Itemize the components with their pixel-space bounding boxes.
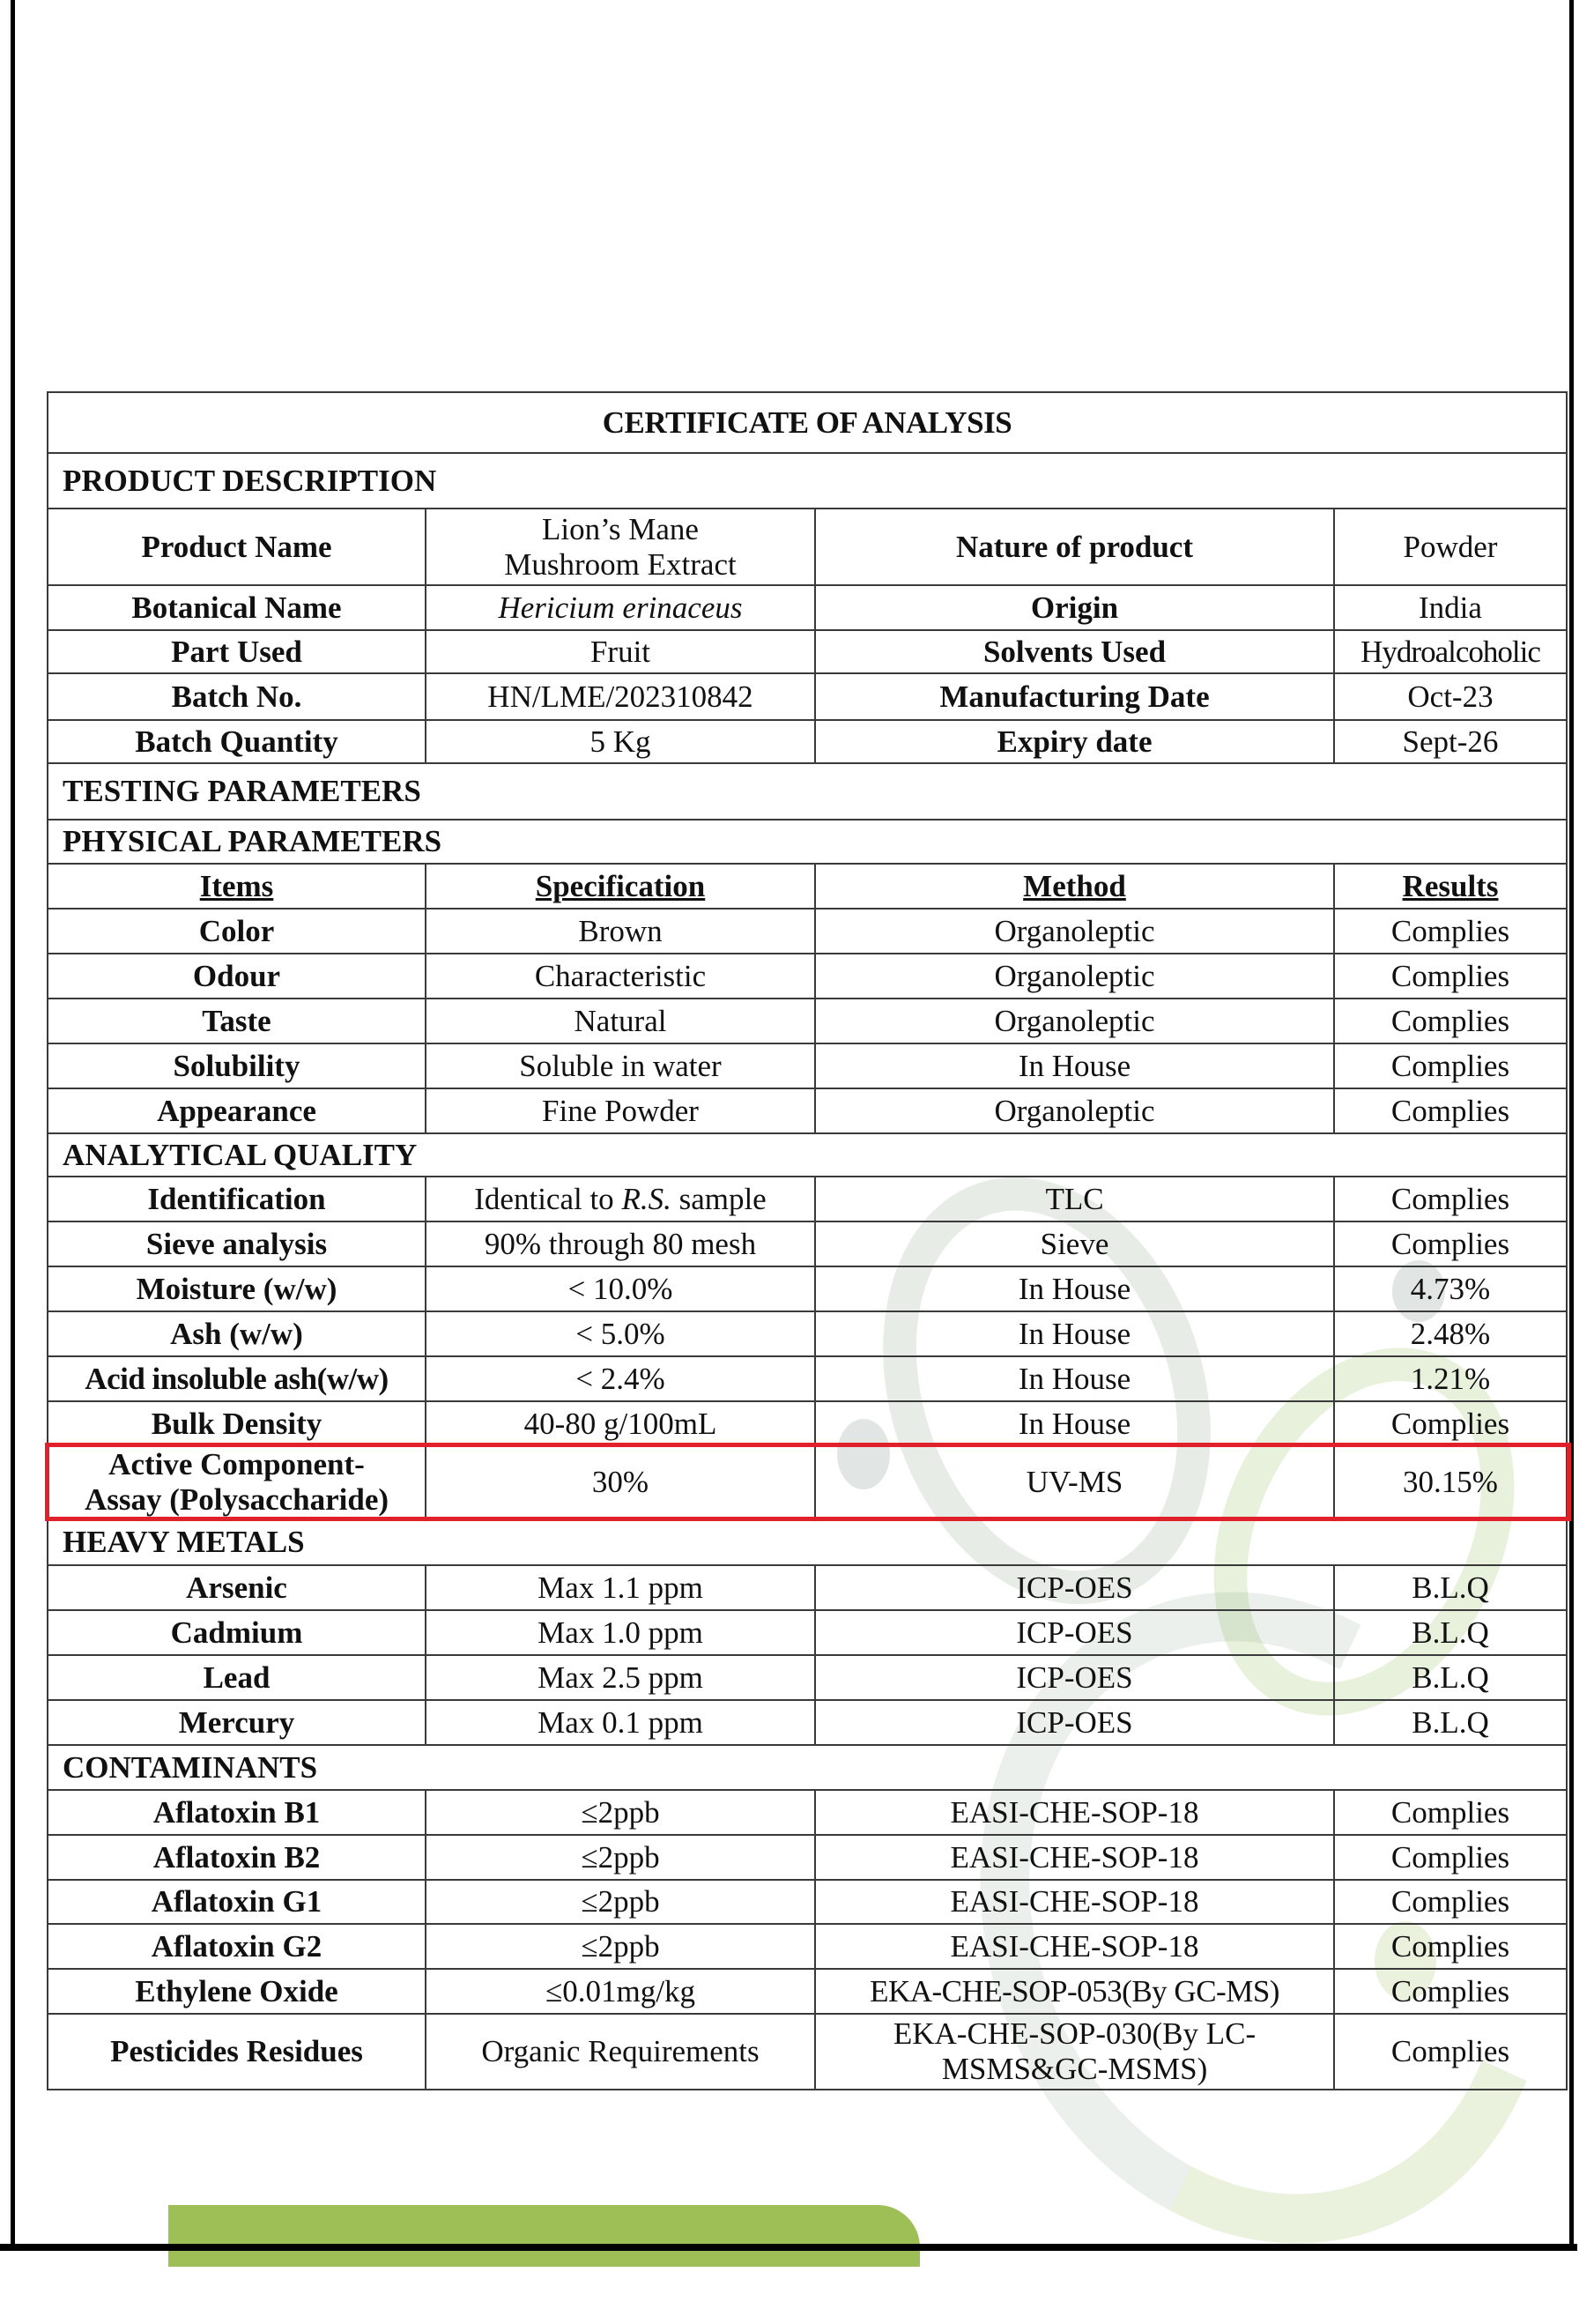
result-cell: Complies: [1334, 1088, 1567, 1133]
spec-cell: < 5.0%: [426, 1311, 815, 1356]
batch-no-label: Batch No.: [48, 673, 426, 720]
spec-cell: Natural: [426, 999, 815, 1043]
column-header-results: Results: [1334, 864, 1567, 909]
method-cell: Organoleptic: [815, 954, 1334, 999]
section-product-description: PRODUCT DESCRIPTION: [48, 453, 1567, 509]
part-used-value: Fruit: [426, 630, 815, 673]
batch-quantity-label: Batch Quantity: [48, 720, 426, 763]
result-cell: B.L.Q: [1334, 1700, 1567, 1745]
method-cell: Sieve: [815, 1221, 1334, 1266]
table-row: [48, 999, 1567, 1043]
item-sieve-analysis: Sieve analysis: [48, 1221, 426, 1266]
result-cell: B.L.Q: [1334, 1565, 1567, 1610]
table-row: [48, 630, 1567, 673]
section-analytical-quality: ANALYTICAL QUALITY: [48, 1133, 1567, 1177]
item-pesticides-residues: Pesticides Residues: [48, 2014, 426, 2090]
method-cell: ICP-OES: [815, 1565, 1334, 1610]
product-name-value: Lion’s Mane Mushroom Extract: [426, 509, 815, 585]
section-testing-parameters: TESTING PARAMETERS: [48, 763, 1567, 820]
section-physical-parameters: PHYSICAL PARAMETERS: [48, 820, 1567, 864]
method-cell: In House: [815, 1356, 1334, 1401]
result-cell: Complies: [1334, 1924, 1567, 1969]
result-cell: Complies: [1334, 1177, 1567, 1221]
result-cell: Complies: [1334, 1880, 1567, 1924]
method-cell: Organoleptic: [815, 1088, 1334, 1133]
item-aflatoxin-g1: Aflatoxin G1: [48, 1880, 426, 1924]
table-row: [48, 1969, 1567, 2014]
spec-text: sample: [671, 1181, 767, 1216]
method-cell: In House: [815, 1311, 1334, 1356]
result-cell: Complies: [1334, 954, 1567, 999]
origin-label: Origin: [815, 585, 1334, 630]
result-cell: Complies: [1334, 1969, 1567, 2014]
table-row: [48, 954, 1567, 999]
result-cell: Complies: [1334, 1221, 1567, 1266]
method-cell: ICP-OES: [815, 1655, 1334, 1700]
spec-text: Identical to: [474, 1181, 622, 1216]
column-header-method: Method: [815, 864, 1334, 909]
manufacturing-date-label: Manufacturing Date: [815, 673, 1334, 720]
section-heavy-metals: HEAVY METALS: [48, 1518, 1567, 1565]
spec-cell: 40-80 g/100mL: [426, 1401, 815, 1446]
table-row: [48, 1311, 1567, 1356]
item-appearance: Appearance: [48, 1088, 426, 1133]
item-cadmium: Cadmium: [48, 1610, 426, 1655]
batch-quantity-value: 5 Kg: [426, 720, 815, 763]
result-cell: B.L.Q: [1334, 1655, 1567, 1700]
table-row: [48, 673, 1567, 720]
result-cell: Complies: [1334, 1790, 1567, 1835]
method-cell: Organoleptic: [815, 909, 1334, 954]
spec-cell: ≤2ppb: [426, 1880, 815, 1924]
item-aflatoxin-b1: Aflatoxin B1: [48, 1790, 426, 1835]
result-cell: 2.48%: [1334, 1311, 1567, 1356]
result-cell: B.L.Q: [1334, 1610, 1567, 1655]
botanical-name-label: Botanical Name: [48, 585, 426, 630]
table-row: [48, 1221, 1567, 1266]
method-cell: UV-MS: [815, 1446, 1334, 1518]
result-cell: Complies: [1334, 999, 1567, 1043]
highlight-box-active-component: [45, 1443, 1571, 1521]
result-cell: Complies: [1334, 2014, 1567, 2090]
spec-cell: Brown: [426, 909, 815, 954]
column-header-specification: Specification: [426, 864, 815, 909]
method-cell: EASI-CHE-SOP-18: [815, 1924, 1334, 1969]
spec-cell: Soluble in water: [426, 1043, 815, 1088]
method-cell: EKA-CHE-SOP-053(By GC-MS): [815, 1969, 1334, 2014]
method-cell: ICP-OES: [815, 1610, 1334, 1655]
origin-value: India: [1334, 585, 1567, 630]
table-row: [48, 585, 1567, 630]
item-color: Color: [48, 909, 426, 954]
spec-cell: Max 1.1 ppm: [426, 1565, 815, 1610]
spec-cell: ≤2ppb: [426, 1835, 815, 1880]
result-cell: Complies: [1334, 909, 1567, 954]
item-taste: Taste: [48, 999, 426, 1043]
column-header-row: [48, 864, 1567, 909]
method-cell: EASI-CHE-SOP-18: [815, 1790, 1334, 1835]
table-row: [48, 720, 1567, 763]
item-aflatoxin-b2: Aflatoxin B2: [48, 1835, 426, 1880]
item-arsenic: Arsenic: [48, 1565, 426, 1610]
method-cell: EASI-CHE-SOP-18: [815, 1835, 1334, 1880]
spec-italic-text: R.S.: [621, 1181, 671, 1216]
botanical-name-value: Hericium erinaceus: [426, 585, 815, 630]
product-name-label: Product Name: [48, 509, 426, 585]
table-row: [48, 1924, 1567, 1969]
result-cell: 4.73%: [1334, 1266, 1567, 1311]
spec-cell: Characteristic: [426, 954, 815, 999]
method-cell: ICP-OES: [815, 1700, 1334, 1745]
item-ash: Ash (w/w): [48, 1311, 426, 1356]
batch-no-value: HN/LME/202310842: [426, 673, 815, 720]
spec-cell: < 10.0%: [426, 1266, 815, 1311]
certificate-table: [47, 391, 1568, 2090]
method-cell: EASI-CHE-SOP-18: [815, 1880, 1334, 1924]
method-cell: In House: [815, 1043, 1334, 1088]
result-cell: 30.15%: [1334, 1446, 1567, 1518]
item-aflatoxin-g2: Aflatoxin G2: [48, 1924, 426, 1969]
method-cell: In House: [815, 1401, 1334, 1446]
table-row: [48, 1790, 1567, 1835]
expiry-date-value: Sept-26: [1334, 720, 1567, 763]
spec-cell: Fine Powder: [426, 1088, 815, 1133]
item-odour: Odour: [48, 954, 426, 999]
spec-cell: 90% through 80 mesh: [426, 1221, 815, 1266]
part-used-label: Part Used: [48, 630, 426, 673]
result-cell: 1.21%: [1334, 1356, 1567, 1401]
item-bulk-density: Bulk Density: [48, 1401, 426, 1446]
table-row: [48, 509, 1567, 585]
expiry-date-label: Expiry date: [815, 720, 1334, 763]
method-cell: In House: [815, 1266, 1334, 1311]
spec-cell: ≤2ppb: [426, 1924, 815, 1969]
table-row: [48, 1565, 1567, 1610]
table-row: [48, 1401, 1567, 1446]
item-lead: Lead: [48, 1655, 426, 1700]
table-row: [48, 1088, 1567, 1133]
result-cell: Complies: [1334, 1835, 1567, 1880]
column-header-items: Items: [48, 864, 426, 909]
spec-cell: Max 1.0 ppm: [426, 1610, 815, 1655]
item-moisture: Moisture (w/w): [48, 1266, 426, 1311]
document-title: CERTIFICATE OF ANALYSIS: [48, 392, 1567, 453]
table-row: [48, 1700, 1567, 1745]
spec-cell: ≤2ppb: [426, 1790, 815, 1835]
table-row: [48, 1356, 1567, 1401]
solvents-used-value: Hydroalcoholic: [1334, 630, 1567, 673]
spec-cell: ≤0.01mg/kg: [426, 1969, 815, 2014]
result-cell: Complies: [1334, 1043, 1567, 1088]
solvents-used-label: Solvents Used: [815, 630, 1334, 673]
table-row: [48, 909, 1567, 954]
method-cell: EKA-CHE-SOP-030(By LC-MSMS&GC-MSMS): [815, 2014, 1334, 2090]
spec-cell: < 2.4%: [426, 1356, 815, 1401]
page-bottom-border: [0, 2244, 1577, 2251]
table-row: [48, 1266, 1567, 1311]
table-row: [48, 2014, 1567, 2090]
item-identification: Identification: [48, 1177, 426, 1221]
manufacturing-date-value: Oct-23: [1334, 673, 1567, 720]
nature-of-product-value: Powder: [1334, 509, 1567, 585]
spec-cell: Max 0.1 ppm: [426, 1700, 815, 1745]
table-row: [48, 1880, 1567, 1924]
nature-of-product-label: Nature of product: [815, 509, 1334, 585]
result-cell: Complies: [1334, 1401, 1567, 1446]
item-active-component-assay: Active Component-Assay (Polysaccharide): [48, 1446, 426, 1518]
table-row: [48, 1835, 1567, 1880]
table-row: [48, 1043, 1567, 1088]
method-cell: TLC: [815, 1177, 1334, 1221]
spec-cell: [426, 1177, 815, 1221]
spec-cell: 30%: [426, 1446, 815, 1518]
table-row: [48, 1610, 1567, 1655]
item-acid-insoluble-ash: Acid insoluble ash(w/w): [48, 1356, 426, 1401]
method-cell: Organoleptic: [815, 999, 1334, 1043]
item-solubility: Solubility: [48, 1043, 426, 1088]
item-mercury: Mercury: [48, 1700, 426, 1745]
spec-cell: Max 2.5 ppm: [426, 1655, 815, 1700]
footer-green-bar: [168, 2205, 920, 2267]
table-row: [48, 1655, 1567, 1700]
section-contaminants: CONTAMINANTS: [48, 1745, 1567, 1790]
item-ethylene-oxide: Ethylene Oxide: [48, 1969, 426, 2014]
table-row: [48, 1177, 1567, 1221]
spec-cell: Organic Requirements: [426, 2014, 815, 2090]
